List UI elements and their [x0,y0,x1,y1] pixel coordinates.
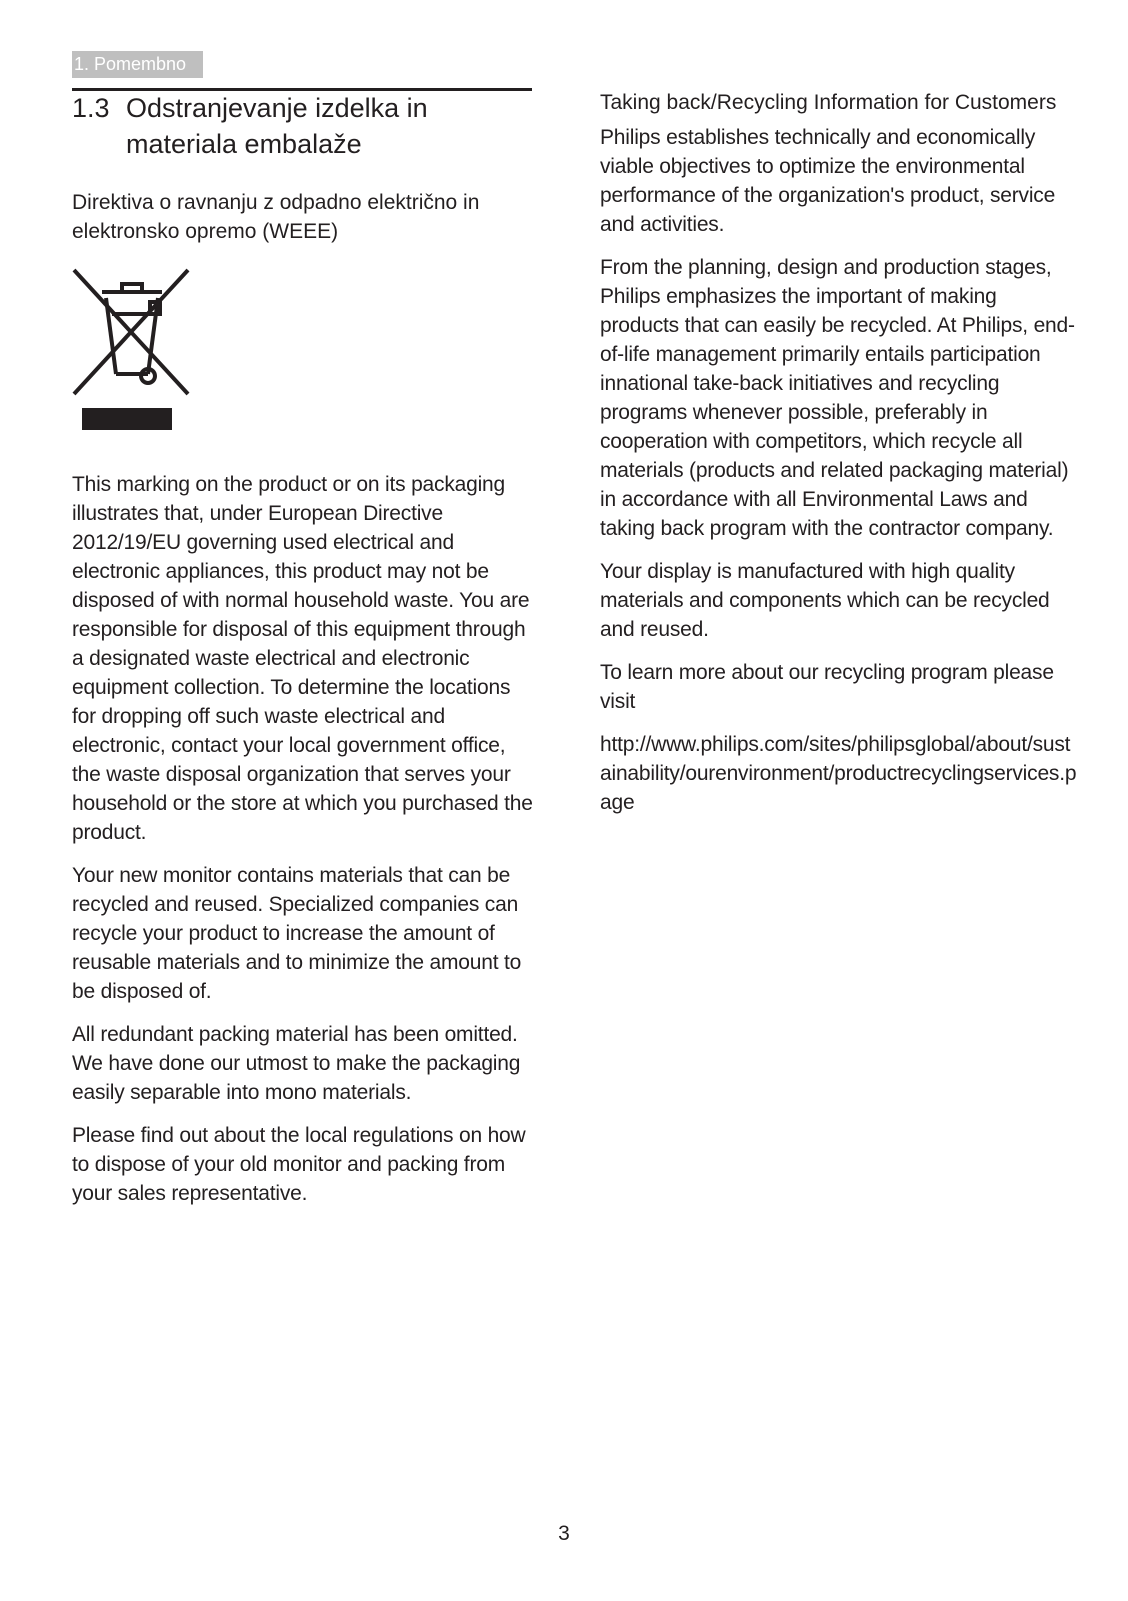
weee-symbol [72,266,192,436]
weee-date-bar [82,408,172,430]
paragraph: This marking on the product or on its packaging illustrates that, under European Directive 2012/19/EU governing used electrical and electronic appliances, this product may not be disposed of with normal household waste. You are responsible for disposal of this equipment through a designated waste electrical and electronic equipment collection. To determine the locations for dropping off such waste electrical and electronic, contact your local government office, the waste disposal organization that serves your household or the store at which you purchased the product. [72,473,533,844]
right-column [600,88,1080,831]
paragraph: From the planning, design and production stages, Philips emphasizes the important of making products that can easily be recycled. At Philips, end-of-life management primarily entails participation innational take-back initiatives and recycling programs whenever possible, preferably in cooperation with competitors, which recycle all materials (products and related packaging material) in accordance with all Environmental Laws and taking back program with the contractor company. [600,256,1075,540]
page-number: 3 [558,1522,570,1545]
weee-subheading: Direktiva o ravnanju z odpadno električno in elektronsko opremo (WEEE) [72,191,480,243]
paragraph: All redundant packing material has been omitted. We have done our utmost to make the packaging easily separable into mono materials. [72,1023,521,1104]
section-title: Odstranjevanje izdelka in materiala embalaže [126,93,428,159]
paragraph: Please find out about the local regulations on how to dispose of your old monitor and packing from your sales representative. [72,1124,526,1205]
section-tab: 1. Pomembno [72,51,203,78]
recycling-link[interactable]: http://www.philips.com/sites/philipsglobal/about/sustainability/ourenvironment/productrecyclingservices.page [600,733,1077,814]
paragraph: Your new monitor contains materials that can be recycled and reused. Specialized companies can recycle your product to increase the amount of reusable materials and to minimize the amount to be disposed of. [72,864,522,1003]
paragraph: To learn more about our recycling program please visit [600,661,1054,713]
section-number: 1.3 [72,93,110,123]
paragraph: Philips establishes technically and economically viable objectives to optimize the environmental performance of the organization's product, service and activities. [600,126,1056,236]
paragraph: Your display is manufactured with high quality materials and components which can be recycled and reused. [600,560,1050,641]
crossed-out-wheelie-bin-icon [72,266,192,396]
recycling-heading: Taking back/Recycling Information for Customers [600,91,1057,114]
left-column [72,90,538,1222]
section-heading [72,90,538,162]
